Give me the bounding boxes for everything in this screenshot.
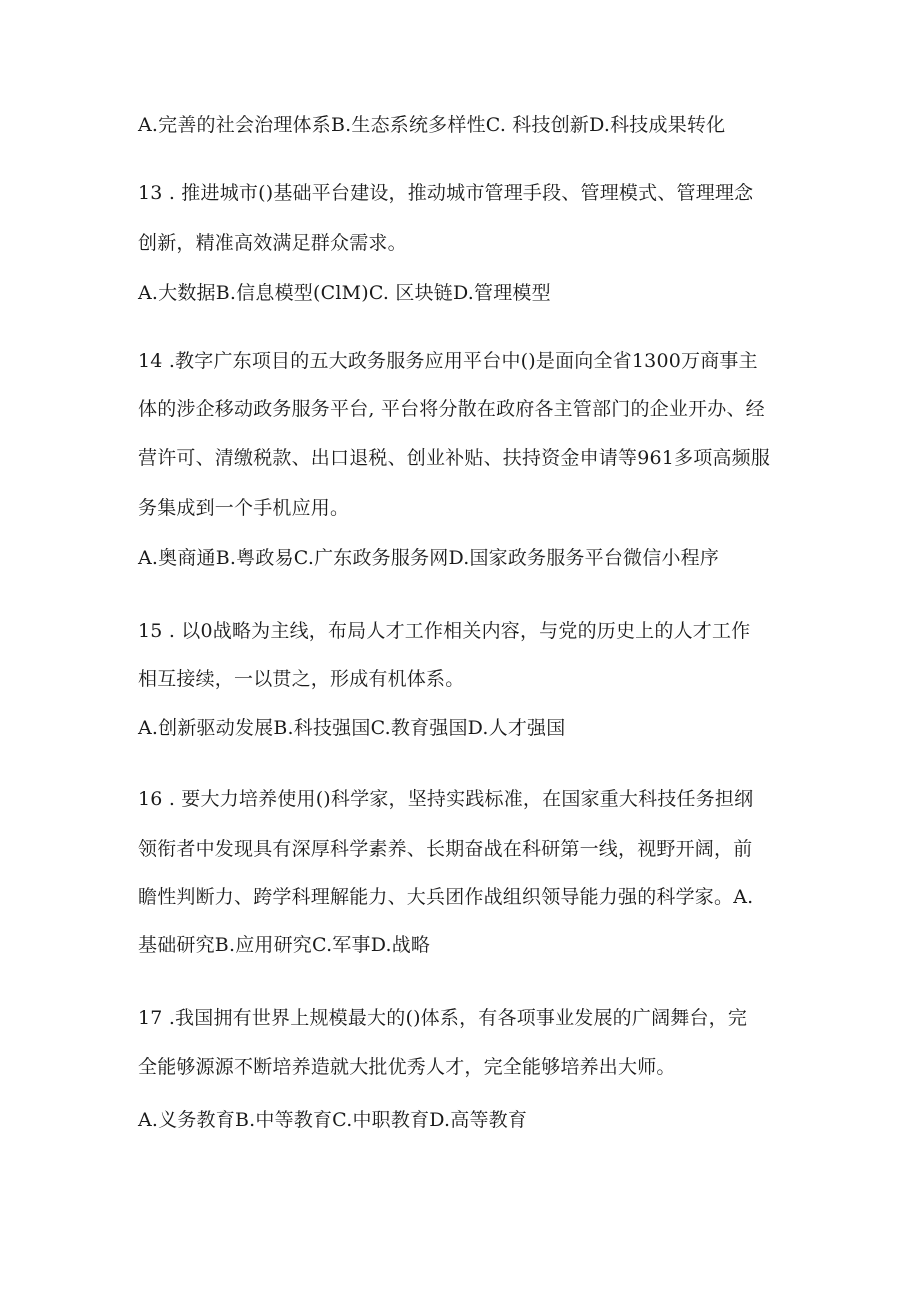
q16-text-line-1: 16 . 要大力培养使用()科学家，坚持实践标准，在国家重大科技任务担纲 [138,788,754,810]
q17-text-line-2: 全能够源源不断培养造就大批优秀人才，完全能够培养出大师。 [138,1056,676,1078]
q14-text-line-2: 体的涉企移动政务服务平台, 平台将分散在政府各主管部门的企业开办、经 [138,398,765,420]
q16-text-line-3: 瞻性判断力、跨学科理解能力、大兵团作战组织领导能力强的科学家。A. [138,886,754,908]
q14-text-line-1: 14 .教字广东项目的五大政务服务应用平台中()是面向全省1300万商事主 [138,350,758,372]
q17-text-line-1: 17 .我国拥有世界上规模最大的()体系，有各项事业发展的广阔舞台，完 [138,1007,748,1029]
q13-text-line-2: 创新，精准高效满足群众需求。 [138,232,407,254]
q14-text-line-3: 营许可、清缴税款、出口退税、创业补贴、扶持资金申请等961多项高频服 [138,447,771,469]
q15-text-line-1: 15 . 以0战略为主线，布局人才工作相关内容，与党的历史上的人才工作 [138,620,751,642]
q16-text-line-4: 基础研究B.应用研究C.军事D.战略 [138,934,431,956]
q17-options: A.义务教育B.中等教育C.中职教育D.高等教育 [138,1109,528,1131]
q14-options: A.奥商通B.粤政易C.广东政务服务网D.国家政务服务平台微信小程序 [138,547,720,569]
q15-text-line-2: 相互接续，一以贯之，形成有机体系。 [138,668,465,690]
q12-options: A.完善的社会治理体系B.生态系统多样性C. 科技创新D.科技成果转化 [138,114,726,136]
q15-options: A.创新驱动发展B.科技强国C.教育强国D.人才强国 [138,717,566,739]
q13-text-line-1: 13 . 推进城市()基础平台建设，推动城市管理手段、管理模式、管理理念 [138,182,754,204]
q13-options: A.大数据B.信息模型(ClM)C. 区块链D.管理模型 [138,282,551,304]
q16-text-line-2: 领衔者中发现具有深厚科学素养、长期奋战在科研第一线，视野开阔，前 [138,838,753,860]
q14-text-line-4: 务集成到一个手机应用。 [138,497,350,519]
